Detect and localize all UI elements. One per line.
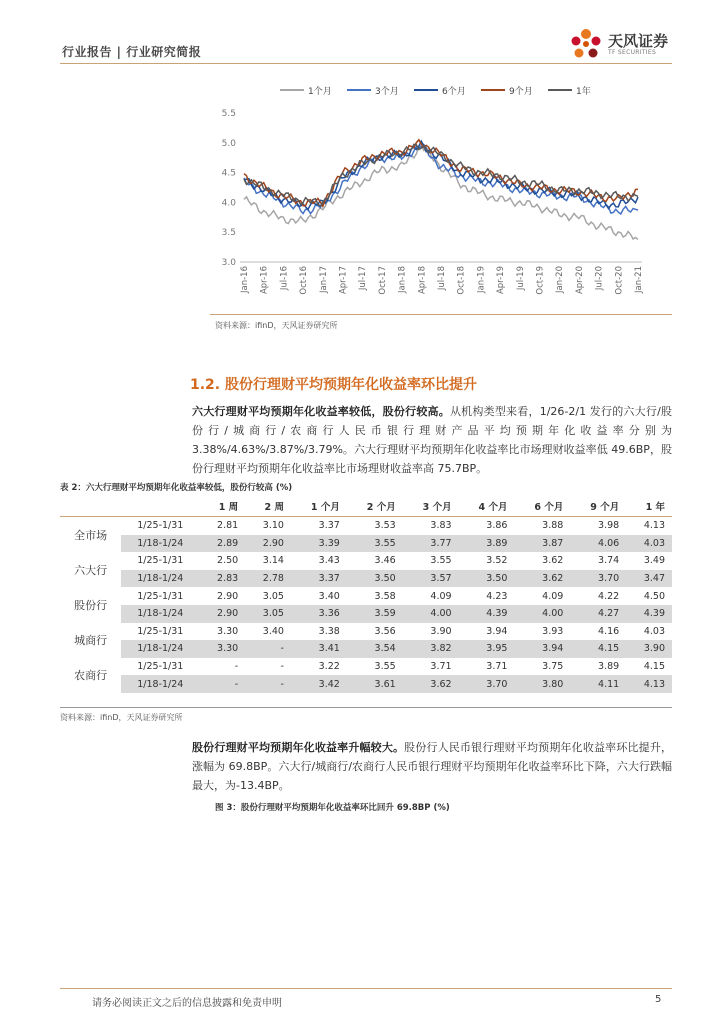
- value-cell: 3.10: [262, 520, 284, 532]
- value-cell: 4.27: [570, 605, 626, 623]
- period-cell: 1/18-1/24: [121, 535, 199, 553]
- table-header-row: [60, 496, 672, 517]
- column-header: 1 年: [626, 496, 672, 517]
- x-tick-label: Jul-17: [358, 266, 369, 291]
- bank-type-label: 股份行: [60, 587, 121, 622]
- bank-type-label: 城商行: [60, 623, 121, 658]
- period-cell: 1/25-1/31: [137, 555, 184, 567]
- value-cell: 3.71: [486, 661, 508, 673]
- value-cell: 3.30: [217, 625, 239, 637]
- value-cell: 3.90: [430, 625, 452, 637]
- value-cell: -: [245, 675, 291, 693]
- value-cell: 3.30: [199, 640, 245, 658]
- table-row: [60, 535, 672, 553]
- value-cell: 3.59: [347, 605, 403, 623]
- value-cell: 3.14: [262, 555, 284, 567]
- period-cell: 1/18-1/24: [121, 640, 199, 658]
- column-header: 9 个月: [570, 496, 626, 517]
- paragraph-1: [192, 402, 672, 478]
- table-row: [60, 552, 672, 570]
- value-cell: 2.81: [217, 520, 239, 532]
- value-cell: 3.98: [598, 520, 620, 532]
- value-cell: 3.71: [430, 661, 452, 673]
- value-cell: 4.39: [626, 605, 672, 623]
- column-header: 3 个月: [403, 496, 459, 517]
- value-cell: -: [280, 661, 284, 673]
- value-cell: 3.55: [430, 555, 452, 567]
- header-rule: [60, 63, 672, 64]
- value-cell: 3.05: [245, 605, 291, 623]
- period-cell: 1/18-1/24: [121, 605, 199, 623]
- x-tick-label: Jul-18: [437, 266, 447, 291]
- value-cell: 3.87: [514, 535, 570, 553]
- value-cell: 3.37: [291, 570, 347, 588]
- value-cell: 3.61: [347, 675, 403, 693]
- y-tick-label: 4.0: [221, 198, 236, 209]
- value-cell: 3.55: [374, 661, 396, 673]
- value-cell: 3.36: [291, 605, 347, 623]
- x-tick-label: Oct-17: [377, 266, 388, 295]
- value-cell: 3.77: [403, 535, 459, 553]
- x-tick-label: Oct-20: [614, 266, 625, 295]
- value-cell: 3.83: [430, 520, 452, 532]
- value-cell: 3.38: [318, 625, 340, 637]
- x-tick-label: Apr-17: [338, 266, 349, 295]
- legend-label: 1年: [576, 87, 591, 97]
- value-cell: 3.57: [403, 570, 459, 588]
- table-row: [60, 640, 672, 658]
- value-cell: 3.40: [262, 625, 284, 637]
- section-title: 1.2. 股份行理财平均预期年化收益率环比提升: [190, 377, 477, 393]
- header-report-type: 行业报告 | 行业研究简报: [62, 45, 202, 59]
- x-tick-label: Jan-20: [555, 266, 566, 293]
- x-tick-label: Jan-17: [318, 266, 329, 293]
- header-cell-empty: [60, 496, 199, 517]
- y-tick-label: 4.5: [221, 168, 236, 179]
- value-cell: 4.13: [643, 520, 665, 532]
- x-tick-label: Oct-18: [456, 266, 467, 295]
- value-cell: 2.83: [199, 570, 245, 588]
- value-cell: 3.88: [542, 520, 564, 532]
- value-cell: 3.82: [403, 640, 459, 658]
- period-cell: 1/25-1/31: [137, 520, 184, 532]
- value-cell: 3.94: [486, 625, 508, 637]
- paragraph-2-lead: 股份行理财平均预期年化收益率升幅较大。: [192, 741, 405, 754]
- x-tick-label: Jan-21: [634, 266, 644, 293]
- legend-label: 9个月: [509, 87, 533, 97]
- value-cell: 3.70: [570, 570, 626, 588]
- value-cell: 2.90: [245, 535, 291, 553]
- brand-name: 天风证券: [608, 32, 669, 50]
- x-tick-label: Jan-18: [397, 266, 408, 293]
- y-tick-label: 3.5: [221, 228, 236, 239]
- x-tick-label: Jan-19: [476, 266, 487, 293]
- table-row: [60, 517, 672, 535]
- value-cell: 3.56: [374, 625, 396, 637]
- value-cell: 3.70: [459, 675, 515, 693]
- table-row: [60, 570, 672, 588]
- x-tick-label: Jul-20: [594, 266, 605, 291]
- value-cell: 3.53: [374, 520, 396, 532]
- value-cell: 4.15: [570, 640, 626, 658]
- value-cell: 3.74: [598, 555, 620, 567]
- period-cell: 1/18-1/24: [121, 570, 199, 588]
- value-cell: 3.80: [514, 675, 570, 693]
- value-cell: 2.90: [217, 590, 239, 602]
- value-cell: 3.37: [318, 520, 340, 532]
- value-cell: 3.86: [486, 520, 508, 532]
- column-header: 1 周: [199, 496, 245, 517]
- paragraph-1-lead: 六大行理财平均预期年化收益率较低，股份行较高。: [192, 405, 450, 418]
- value-cell: 3.94: [514, 640, 570, 658]
- period-cell: 1/25-1/31: [137, 661, 184, 673]
- value-cell: 4.13: [626, 675, 672, 693]
- period-cell: 1/18-1/24: [121, 675, 199, 693]
- page-number: 5: [655, 994, 662, 1005]
- brand-logo: [568, 26, 672, 62]
- bank-type-label: 农商行: [60, 658, 121, 693]
- value-cell: 3.22: [318, 661, 340, 673]
- table-row: [60, 675, 672, 693]
- value-cell: 3.58: [374, 590, 396, 602]
- x-tick-label: Oct-16: [299, 266, 310, 295]
- value-cell: 3.50: [459, 570, 515, 588]
- value-cell: 3.93: [542, 625, 564, 637]
- table-row: [60, 605, 672, 623]
- value-cell: 4.00: [403, 605, 459, 623]
- value-cell: 3.05: [262, 590, 284, 602]
- value-cell: 3.41: [291, 640, 347, 658]
- paragraph-1-body: 从机构类型来看，1/26-2/1 发行的六大行/股份行/城商行/农商行人民币银行理财产品平均预期年化收益率分别为 3.38%/4.63%/3.87%/3.79%。六大行理财平均预期年化收益率比市场理财收益率低 49.6BP，股份行理财平均预期年化收益率比市场理财收益率高 75.7BP。: [192, 405, 672, 475]
- column-header: 1 个月: [291, 496, 347, 517]
- brand-flower-icon: [568, 26, 604, 62]
- value-cell: 2.50: [217, 555, 239, 567]
- value-cell: 3.75: [542, 661, 564, 673]
- legend-label: 3个月: [375, 87, 399, 97]
- value-cell: 3.43: [318, 555, 340, 567]
- value-cell: 3.55: [347, 535, 403, 553]
- value-cell: -: [199, 675, 245, 693]
- value-cell: 3.62: [514, 570, 570, 588]
- footer-disclaimer: 请务必阅读正文之后的信息披露和免责申明: [92, 998, 282, 1009]
- value-cell: 4.50: [643, 590, 665, 602]
- value-cell: 2.78: [245, 570, 291, 588]
- y-tick-label: 5.5: [221, 109, 236, 119]
- table-row: [60, 587, 672, 605]
- value-cell: 3.54: [347, 640, 403, 658]
- legend-label: 6个月: [442, 87, 466, 97]
- brand-sub: TF SECURITIES: [608, 49, 657, 56]
- value-cell: -: [234, 661, 239, 673]
- table-row: [60, 623, 672, 641]
- value-cell: 4.03: [626, 535, 672, 553]
- footer-rule: [60, 988, 672, 989]
- value-cell: 4.16: [598, 625, 620, 637]
- x-tick-label: Jul-19: [515, 266, 526, 291]
- x-tick-label: Apr-18: [417, 266, 428, 295]
- table-row: [60, 658, 672, 676]
- yield-table: [60, 496, 672, 693]
- y-tick-label: 3.0: [221, 258, 236, 268]
- value-cell: 4.15: [643, 661, 665, 673]
- paragraph-2-body: 股份行人民币银行理财平均预期年化收益率环比提升，涨幅为 69.8BP。六大行/城商行/农商行人民币银行理财平均预期年化收益率环比下降，六大行跌幅最大，为-13.4BP。: [192, 741, 673, 792]
- period-cell: 1/25-1/31: [137, 625, 184, 637]
- value-cell: 3.46: [374, 555, 396, 567]
- value-cell: 4.06: [570, 535, 626, 553]
- value-cell: -: [245, 640, 291, 658]
- chart-rule: [210, 314, 672, 315]
- column-header: 6 个月: [514, 496, 570, 517]
- column-header: 2 个月: [347, 496, 403, 517]
- value-cell: 3.47: [626, 570, 672, 588]
- value-cell: 4.09: [430, 590, 452, 602]
- x-tick-label: Apr-16: [259, 266, 270, 295]
- x-tick-label: Jul-16: [279, 266, 290, 291]
- value-cell: 4.11: [570, 675, 626, 693]
- x-tick-label: Oct-19: [535, 266, 546, 295]
- table-rule: [60, 707, 672, 708]
- figure-title: 图 3：股份行理财平均预期年化收益率环比回升 69.8BP (%): [215, 803, 450, 813]
- value-cell: 4.03: [643, 625, 665, 637]
- chart-source: 资料来源：ifinD，天风证券研究所: [215, 321, 338, 330]
- value-cell: 2.89: [199, 535, 245, 553]
- bank-type-label: 全市场: [60, 517, 121, 553]
- value-cell: 3.39: [291, 535, 347, 553]
- value-cell: 3.62: [403, 675, 459, 693]
- yield-line-chart: [210, 78, 670, 313]
- x-tick-label: Apr-20: [574, 266, 585, 295]
- paragraph-2: [192, 738, 672, 795]
- value-cell: 3.95: [459, 640, 515, 658]
- value-cell: 4.23: [486, 590, 508, 602]
- x-tick-label: Jan-16: [240, 266, 250, 293]
- value-cell: 4.22: [598, 590, 620, 602]
- column-header: 4 个月: [459, 496, 515, 517]
- value-cell: 3.50: [347, 570, 403, 588]
- value-cell: 4.00: [514, 605, 570, 623]
- x-tick-label: Apr-19: [496, 266, 507, 295]
- value-cell: 4.09: [542, 590, 564, 602]
- table-title: 表 2：六大行理财平均预期年化收益率较低，股份行较高 (%): [60, 483, 293, 493]
- value-cell: 2.90: [199, 605, 245, 623]
- value-cell: 3.49: [643, 555, 665, 567]
- value-cell: 3.89: [598, 661, 620, 673]
- column-header: 2 周: [245, 496, 291, 517]
- value-cell: 4.39: [459, 605, 515, 623]
- period-cell: 1/25-1/31: [137, 590, 184, 602]
- value-cell: 3.40: [318, 590, 340, 602]
- y-tick-label: 5.0: [221, 138, 236, 149]
- bank-type-label: 六大行: [60, 552, 121, 587]
- value-cell: 3.42: [291, 675, 347, 693]
- value-cell: 3.90: [626, 640, 672, 658]
- legend-label: 1个月: [308, 87, 332, 97]
- value-cell: 3.62: [542, 555, 564, 567]
- table-source: 资料来源：ifinD，天风证券研究所: [60, 713, 183, 722]
- value-cell: 3.89: [459, 535, 515, 553]
- value-cell: 3.52: [486, 555, 508, 567]
